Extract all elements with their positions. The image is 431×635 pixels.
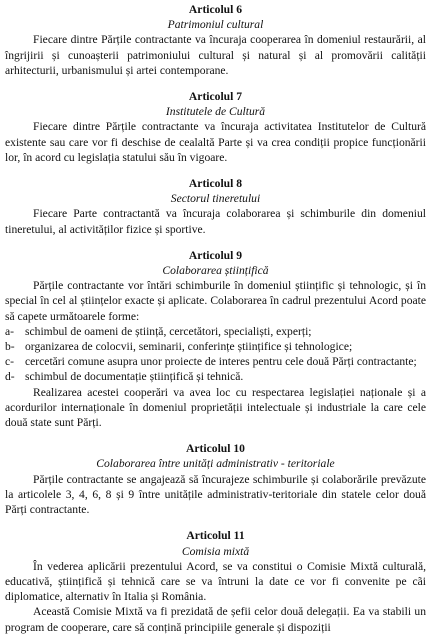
article-subtitle: Comisia mixtă (181, 544, 250, 558)
article-title: Articolul 7 (188, 90, 243, 104)
list-marker: a- (5, 324, 15, 338)
article-subtitle: Sectorul tineretului (170, 192, 261, 206)
article-10 (5, 441, 426, 517)
article-6 (5, 2, 426, 78)
list-item (5, 339, 426, 354)
article-paragraph: Fiecare dintre Părțile contractante va încuraja activitatea Institutelor de Cultură existente sau care vor fi deschise de cealaltă Parte și va crea condiții propice funcționării lor, în acord cu legislația statului său în vigoare. (5, 120, 426, 164)
article-9 (5, 248, 426, 430)
article-paragraph: În vederea aplicării prezentului Acord, se va constitui o Comisie Mixtă culturală, educativă, științifică și tehnică care se va întruni la date ce vor fi convenite pe cãi diplomatice, alternativ în Italia și România. (5, 559, 426, 604)
list-item-text: organizarea de colocvii, seminarii, conferințe științifice și tehnologice; (25, 340, 353, 354)
list-item-text: cercetări comune asupra unor proiecte de interes pentru cele două Părți contractante; (25, 355, 417, 369)
article-paragraph: Părțile contractante se angajează să încurajeze schimburile și colaborările prevăzute la articolele 3, 4, 6, 8 și 9 între unitățile administrativ-teritoriale din statele celor două Părți contractante. (5, 472, 426, 517)
article-subtitle: Patrimoniul cultural (167, 18, 264, 32)
list-marker: c- (5, 355, 15, 369)
list-item-text: schimbul de oameni de știință, cercetători, specialiști, experți; (25, 324, 312, 338)
article-7 (5, 89, 426, 165)
article-paragraph: Această Comisie Mixtă va fi prezidată de șefii celor două delegații. Ea va stabili un program de cooperare, care să conțină principiile generale și dispoziții (5, 605, 426, 634)
article-title: Articolul 11 (186, 529, 245, 543)
cooperation-forms-list (5, 324, 426, 385)
list-item (5, 369, 426, 384)
article-8 (5, 176, 426, 237)
article-subtitle: Colaborarea între unități administrativ - teritoriale (96, 457, 335, 471)
article-subtitle: Colaborarea științifică (162, 264, 269, 278)
article-title: Articolul 9 (188, 248, 243, 262)
list-marker: b- (5, 340, 15, 354)
list-item (5, 354, 426, 369)
article-paragraph: Fiecare dintre Părțile contractante va încuraja cooperarea în domeniul restaurării, al îngrijirii și cunoașterii patrimoniului cultural și natural și al promovării calității arhitecturii, urbanismului și artei contemporane. (5, 33, 426, 77)
article-outro: Realizarea acestei cooperări va avea loc cu respectarea legislației naționale și a acordurilor internaționale în domeniul proprietății intelectuale și industriale la care cele două state sunt Părți. (5, 385, 426, 430)
list-marker: d- (5, 370, 15, 384)
article-title: Articolul 8 (188, 177, 243, 191)
article-subtitle: Institutele de Cultură (165, 105, 266, 119)
list-item (5, 324, 426, 339)
article-11 (5, 528, 426, 634)
article-title: Articolul 10 (186, 442, 245, 456)
article-title: Articolul 6 (188, 3, 243, 16)
article-intro: Părțile contractante vor întări schimburile în domeniul științific și tehnologic, și în special în cel al științelor exacte și aplicate. Colaborarea în cadrul prezentului Acord poate să capete următoarele forme: (5, 279, 426, 323)
article-paragraph: Fiecare Parte contractantă va încuraja colaborarea și schimburile din domeniul tineretului, al activităților fizice și sportive. (5, 207, 426, 236)
list-item-text: schimbul de documentație științifică și tehnică. (25, 370, 244, 384)
